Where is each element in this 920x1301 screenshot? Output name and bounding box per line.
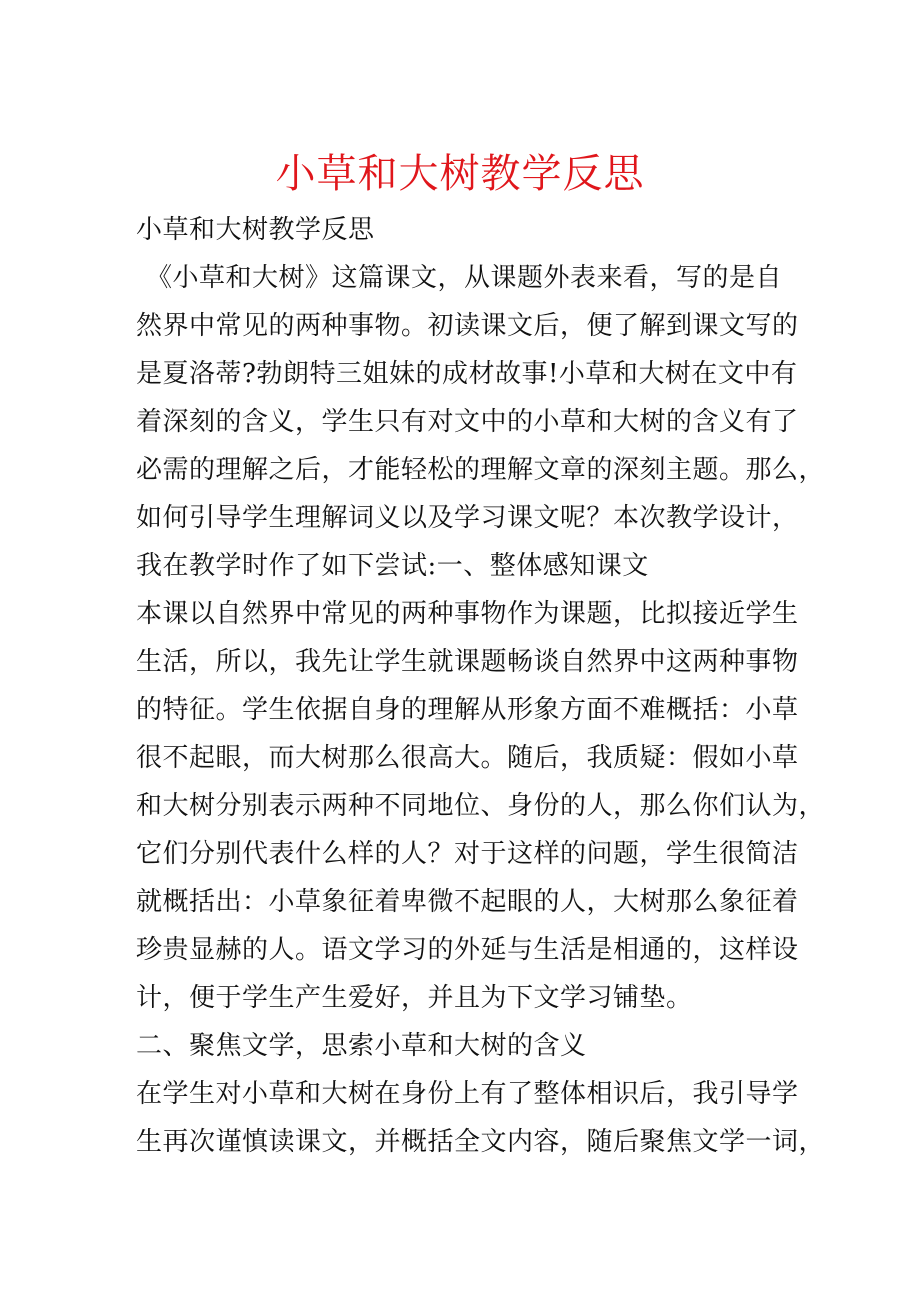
body-line: 的特征。学生依据自身的理解从形象方面不难概括：小草 — [136, 695, 799, 725]
body-line: 很不起眼，而大树那么很高大。随后，我质疑：假如小草 — [136, 743, 799, 773]
body-line: 必需的理解之后，才能轻松的理解文章的深刻主题。那么， — [136, 455, 826, 485]
body-line: 它们分别代表什么样的人？对于这样的问题，学生很简洁 — [136, 839, 799, 869]
body-line: 生活，所以，我先让学生就课题畅谈自然界中这两种事物 — [136, 647, 799, 677]
document-body — [136, 206, 826, 1166]
body-line: 和大树分别表示两种不同地位、身份的人，那么你们认为， — [136, 791, 826, 821]
body-line: 然界中常见的两种事物。初读课文后，便了解到课文写的 — [136, 311, 799, 341]
body-line: 生再次谨慎读课文，并概括全文内容，随后聚焦文学一词， — [136, 1127, 826, 1157]
body-line-subtitle: 小草和大树教学反思 — [136, 215, 375, 245]
body-line: 就概括出：小草象征着卑微不起眼的人，大树那么象征着 — [136, 887, 799, 917]
document-title: 小草和大树教学反思 — [275, 151, 645, 197]
body-line: 我在教学时作了如下尝试:一、整体感知课文 — [136, 551, 649, 581]
body-line: 珍贵显赫的人。语文学习的外延与生活是相通的，这样设 — [136, 935, 799, 965]
body-line: 着深刻的含义，学生只有对文中的小草和大树的含义有了 — [136, 407, 799, 437]
body-line: 计，便于学生产生爱好，并且为下文学习铺垫。 — [136, 983, 693, 1013]
body-line: 如何引导学生理解词义以及学习课文呢？本次教学设计， — [136, 503, 799, 533]
body-line: 本课以自然界中常见的两种事物作为课题，比拟接近学生 — [136, 599, 799, 629]
body-line: 是夏洛蒂?勃朗特三姐妹的成材故事!小草和大树在文中有 — [136, 359, 798, 389]
body-line: 《小草和大树》这篇课文，从课题外表来看，写的是自 — [146, 263, 783, 293]
body-line: 在学生对小草和大树在身份上有了整体相识后，我引导学 — [136, 1079, 799, 1109]
section-heading: 二、聚焦文学，思索小草和大树的含义 — [136, 1031, 587, 1061]
